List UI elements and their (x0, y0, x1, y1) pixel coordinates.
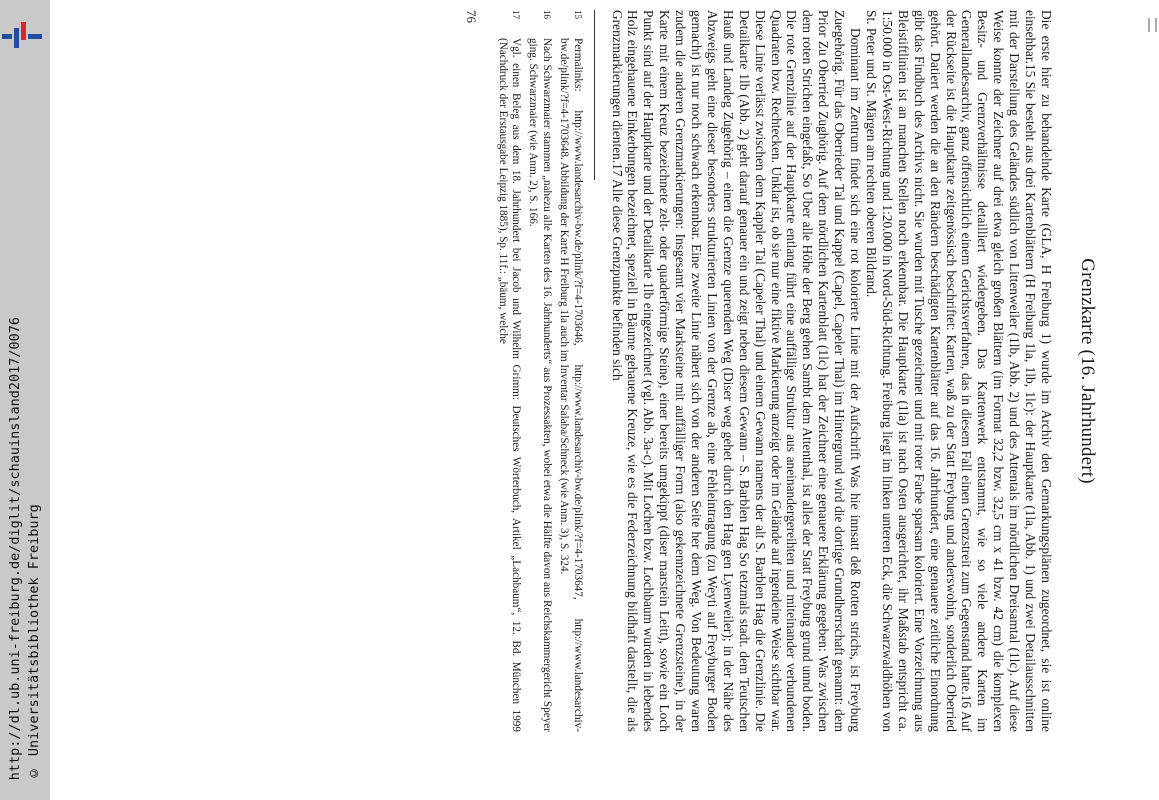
viewer-source-text (6, 317, 44, 780)
page-number: 76 (464, 10, 480, 23)
ub-freiburg-logo[interactable] (2, 22, 42, 50)
footnote-number: 17 (511, 10, 521, 19)
body-paragraph-2: Dominant im Zentrum findet sich eine rot kolorierte Linie mit der Aufschrift Was hie innsatt deß Rotten strichs, ist Freyburg Zuegehörig. Für das Oberrieder Tal und Kappel (Capel, Capeler Thal) im Hintergrund wird die dortige Grundherrschaft genannt: dem Prior Zu Oberried Zughörig. Auf dem nördlichen Kartenblatt (1lc) hat der Zeichner eine genauere Erklärung gegeben: Was zwischen dem roten Strichen eingefaßt, So Uber alle Höhe der Berg gehen Sambt dem Attenthal, ist alles der Statt Freyburg grund unnd boden. Die rote Grenzlinie auf der Hauptkarte entlang führt eine auffällige Struktur aus aneinandergereihten und miteinander verbundenen Quadraten bzw. Rechtecken. Unklar ist, ob sie nur eine fiktive Markierung anzeigt oder im Gelände auf irgendeine Weise sichtbar war. Diese Linie verlässt zwischen dem Kappler Tal (Capeler Thal) und einem Gewann namens der alt S. Barblen Hag die Grenzlinie. Die Detailkarte 1lb (Abb. 2) geht darauf genauer ein und zeigt neben diesem Gewann – S. Barblen Hag So tetzmals stadt. dem Teutschen Hauß und Landeg Zugehörig – einen die Grenze querenden Weg (Diser weg gehet durch den Hag gen Lyenweiler); in der Nähe des Abzweigs geht eine dieser besonders strukturierten Linien von der Grenze ab, eine Fehleintragung (zu Weyti auf Freyburger Boden gemacht) ist nur noch schwach erkennbar. Eine zweite Linie nähert sich von der anderen Seite her dem Weg. Von Bedeutung waren zudem die anderen Grenzmarkierungen: Insgesamt vier Marksteine mit auffälliger Form (also gekennzeichnete Grenzsteine), in der Karte mit einem Kreuz bezeichnete zelt- oder quaderförmige Steine), einer bereits umgekippt (diser marstein Leitt), sowie ein Loch Punkt sind auf der Hauptkarte und der Detailkarte 1lb eingezeichnet (vgl. Abb. 3a-c). Mit Lochen bzw. Lochbaum wurden in lebendes Holz eingehauene Einkerbungen bezeichnet, speziell in Bäume gehauene Kreuze, wie es die Federzeichnung bildhaft darstellt, die als Grenzmarkierungen dienten.17 Alle diese Grenzpunkte befinden sich (609, 10, 864, 732)
footnote-number: 15 (572, 10, 583, 19)
viewer-side-strip (0, 0, 50, 800)
footnote-text: Nach Schwarzmaier stammen „nahezu alle Karten des 16. Jahrhunderts“ aus Prozessakten, wobei etwa die Hälfte davon aus Reichskammergericht Speyer ging. Schwarzmaier (wie Anm. 2), S. 166. (527, 38, 553, 732)
footnote-number: 16 (541, 10, 552, 19)
rotated-page (110, 0, 1110, 742)
copyright-notice: © Universitätsbibliothek Freiburg (26, 503, 42, 780)
footnote-item (526, 10, 553, 732)
footnote-text: Permalinks: http://www.landesarchiv-bw.de/plink/?f=4-1703646, http://www.landesarchiv-bw.de/plink/?f=4-1703647, http://www.landesarchiv-bw.de/plink/?f=4-1703648. Abbildung der Karte H Freiburg 1la auch im Inventar Salaba/Schneck (wie Anm. 3), S. 324. (558, 38, 584, 732)
footnote-item (557, 10, 584, 732)
page-heading: Grenzkarte (16. Jahrhundert) (1077, 258, 1098, 484)
source-url[interactable]: http://dl.ub.uni-freiburg.de/diglit/schauinsland2017/0076 (7, 316, 23, 780)
footnote-divider (594, 10, 595, 180)
footnote-item (495, 10, 522, 732)
footnote-text: Vgl. einen Beleg aus dem 18. Jahrhundert bei Jacob und Wilhelm Grimm: Deutsches Wörterbuch, Artikel „Lachbaum“, 12. Bd. München 1999 (Nachdruck der Erstausgabe Leipzig 1885), Sp. 11f.: „bäum, welche (496, 38, 522, 732)
scanned-page-area (60, 0, 1150, 800)
body-paragraph-1: Die erste hier zu behandelnde Karte (GLA, H Freiburg 1) wurde im Archiv den Gemarkungsplänen zugeordnet, sie ist online einsehbar.15 Sie besteht aus drei Kartenblättern (H Freiburg 1la, 1lb, 1lc): der Hauptkarte (1la, Abb. 1) und zwei Detailausschnitten mit der Darstellung des Geländes südlich von Littenweiler (1lb, Abb. 2) und des Attentals im nördlichen Dreisamtal (1lc). Auf diese Weise konnte der Zeichner auf drei etwa gleich großen Blättern (im Format 32,2 bzw. 32,5 cm x 41 bzw. 42 cm) die komplexen Besitz- und Grenzverhältnisse detailliert wiedergeben. Das Kartenwerk entstammt, wie so viele andere Karten im Generallandesarchiv, ganz offensichtlich einem Gerichtsverfahren, das in diesem Fall einen Grenzstreit zum Gegenstand hatte.16 Auf der Rückseite ist die Hauptkarte zeitgenössisch beschriftet: Karten, waß zu der Statt Freyburg und anderswohin, sonderlich Oberried gehört. Datiert werden die an den Rändern beschädigten Kartenblätter auf das 16. Jahrhundert, eine genauere zeitliche Einordnung gibt das Findbuch des Archivs nicht. Sie wurden mit Tusche gezeichnet und mit roter Farbe sparsam koloriert. Eine Vorzeichnung aus Bleistiftlinien ist an manchen Stellen noch erkennbar. Die Hauptkarte (1la) ist nach Osten ausgerichtet, ihr Maßstab entspricht ca. 1:50.000 in Ost-West-Richtung und 1:20.000 in Nord-Süd-Richtung. Freiburg liegt im linken unteren Eck, die Schwarzwaldhöhen von St. Peter und St. Märgen am rechten oberen Bildrand. (864, 10, 1054, 732)
